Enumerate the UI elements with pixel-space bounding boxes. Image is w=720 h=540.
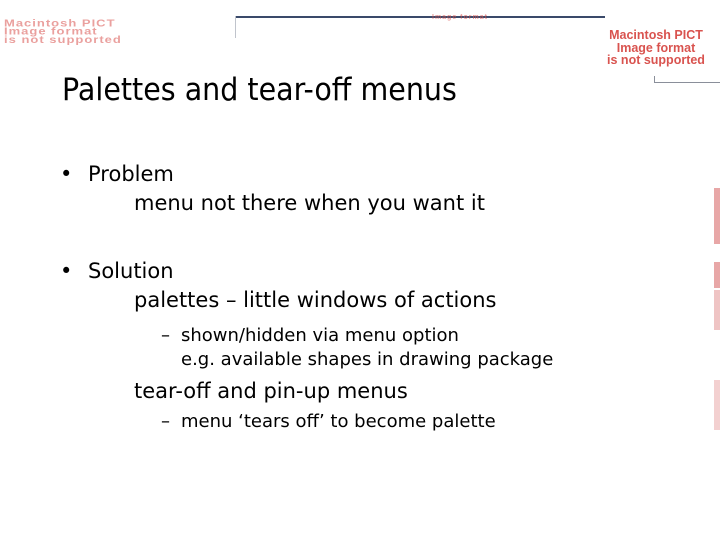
sub-bullet-text: menu ‘tears off’ to become palette [181, 411, 496, 432]
bullet-icon: • [60, 259, 73, 283]
bullet-text: palettes – little windows of actions [134, 288, 497, 312]
slide-content [60, 160, 680, 434]
sub-bullet-text: shown/hidden via menu option [181, 325, 459, 346]
placeholder-line: Macintosh PICT [4, 17, 116, 29]
sub-bullet [60, 324, 680, 348]
right-edge-tick [654, 76, 655, 83]
placeholder-line: Macintosh PICT [609, 28, 703, 42]
image-fragment-4 [714, 380, 720, 430]
bullet-label: Solution [88, 259, 174, 283]
dash-icon: – [161, 411, 170, 432]
image-fragment-2 [714, 262, 720, 288]
right-edge-line [654, 82, 720, 83]
top-edge-line [235, 16, 605, 18]
bullet-text: tear-off and pin-up menus [134, 379, 408, 403]
placeholder-line: Image format [616, 40, 696, 55]
bullet-label: Problem [88, 162, 174, 186]
slide-title: Palettes and tear-off menus [62, 72, 457, 108]
unsupported-image-placeholder-top [432, 14, 488, 21]
dash-icon: – [161, 325, 170, 346]
bullet-solution [60, 257, 680, 286]
bullet-icon: • [60, 162, 73, 186]
image-fragment-3 [714, 290, 720, 330]
bullet-text: menu not there when you want it [134, 191, 485, 215]
spacer [60, 218, 680, 257]
sub-bullet [60, 410, 680, 434]
placeholder-line: Image format [432, 14, 488, 21]
bullet-problem [60, 160, 680, 189]
placeholder-line: is not supported [607, 53, 705, 67]
unsupported-image-placeholder-right [588, 29, 720, 67]
unsupported-image-placeholder-left [0, 18, 254, 43]
sub-bullet-text: e.g. available shapes in drawing package [181, 349, 554, 370]
spacer [60, 315, 680, 324]
placeholder-line: is not supported [4, 33, 122, 45]
image-fragment-1 [714, 188, 720, 244]
placeholder-line: Image format [4, 25, 98, 37]
